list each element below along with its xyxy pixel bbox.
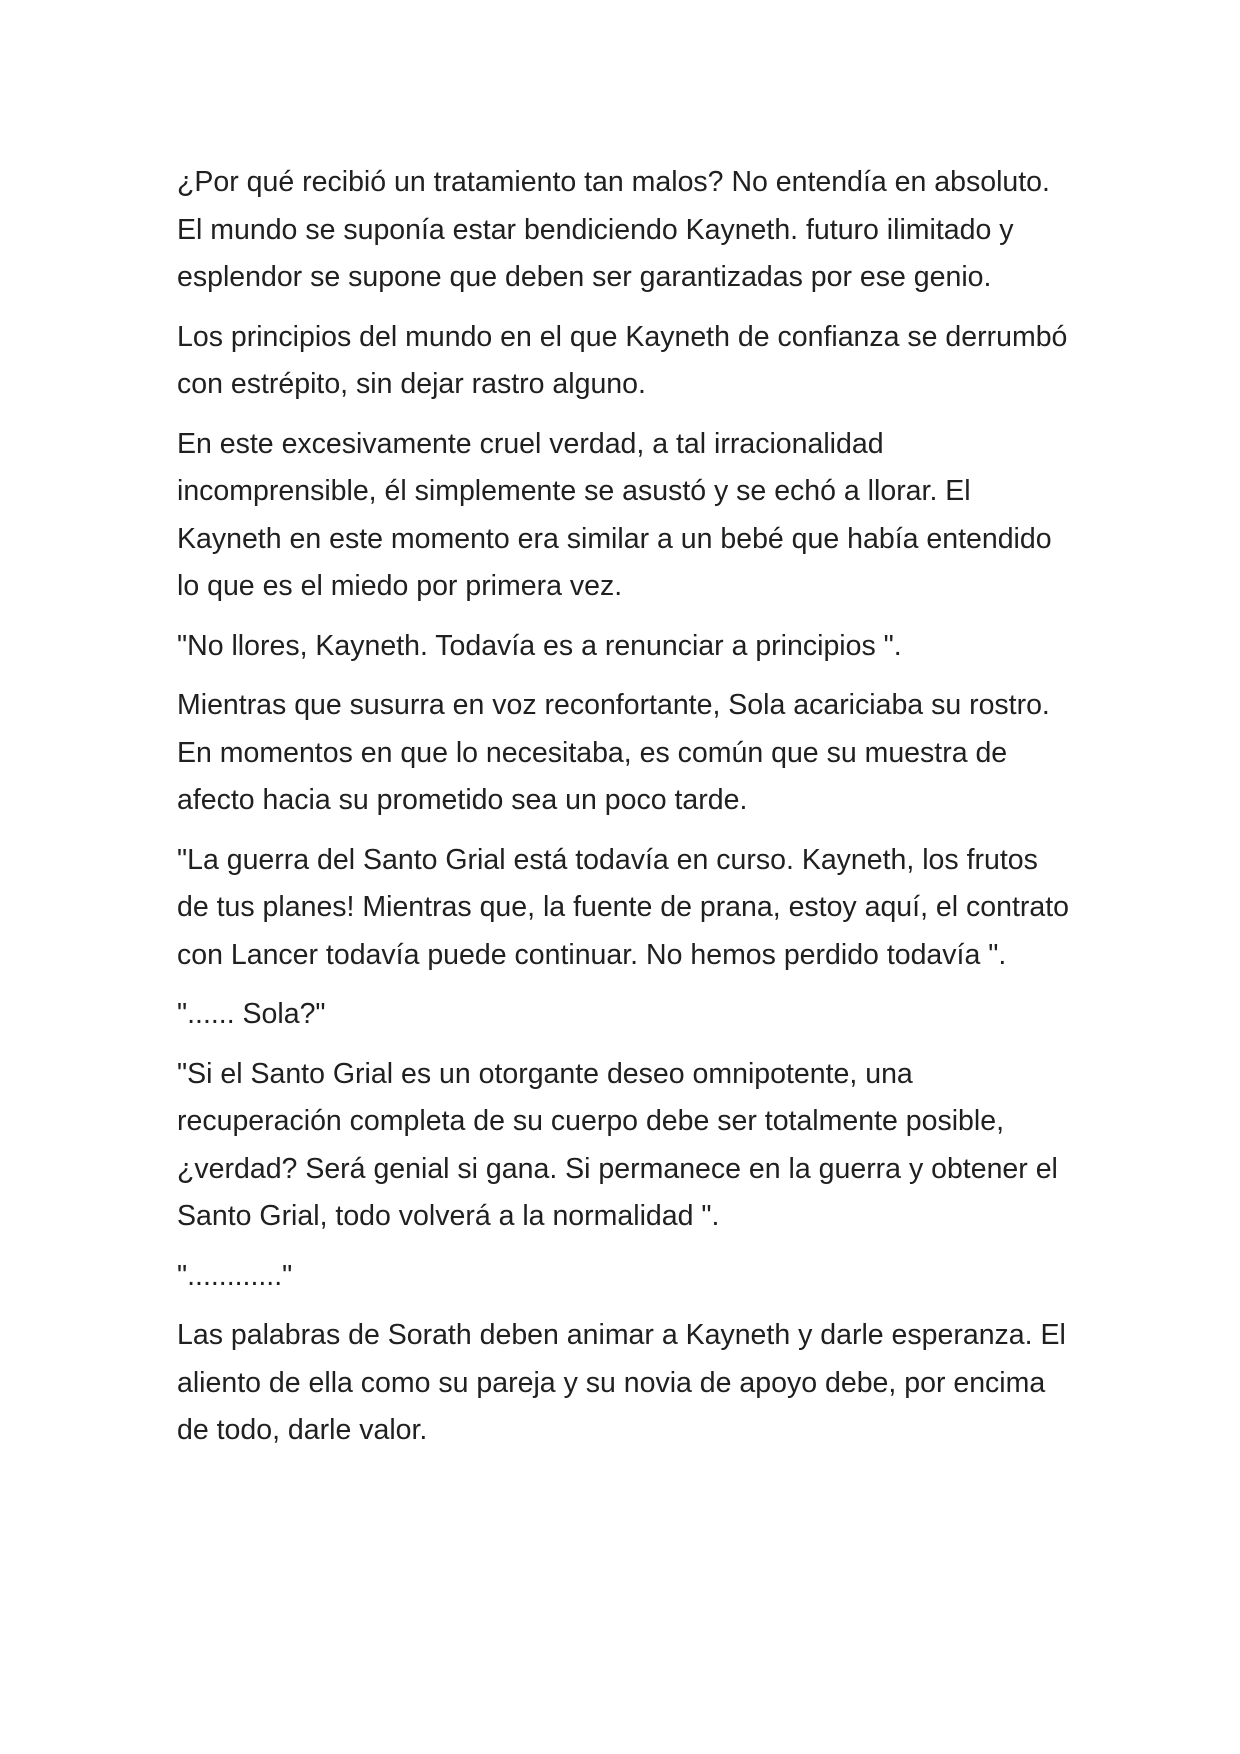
paragraph-8: "Si el Santo Grial es un otorgante deseo omnipotente, una recuperación completa de su cuerpo debe ser totalmente posible, ¿verdad? Será genial si gana. Si permanece en la guerra y obtener el Santo Grial, todo volverá a la normalidad ". [177,1057,1058,1232]
paragraph-6: "La guerra del Santo Grial está todavía en curso. Kayneth, los frutos de tus planes! Mientras que, la fuente de prana, estoy aquí, el contrato con Lancer todavía puede continuar. No hemos perdido todavía ". [177,843,1069,971]
paragraph-2: Los principios del mundo en el que Kayneth de confianza se derrumbó con estrépito, sin dejar rastro alguno. [177,320,1068,400]
paragraph-10: Las palabras de Sorath deben animar a Kayneth y darle esperanza. El aliento de ella como su pareja y su novia de apoyo debe, por encima de todo, darle valor. [177,1319,1066,1446]
paragraph-1: ¿Por qué recibió un tratamiento tan malos? No entendía en absoluto. El mundo se suponía estar bendiciendo Kayneth. futuro ilimitado y esplendor se supone que deben ser garantizadas por ese genio. [177,166,1050,293]
paragraph-5: Mientras que susurra en voz reconfortante, Sola acariciaba su rostro. En momentos en que lo necesitaba, es común que su muestra de afecto hacia su prometido sea un poco tarde. [177,689,1050,816]
paragraph-9: "............" [177,1259,293,1292]
document-text [177,159,1077,1467]
paragraph-3: En este excesivamente cruel verdad, a tal irracionalidad incomprensible, él simplemente se asustó y se echó a llorar. El Kayneth en este momento era similar a un bebé que había entendido lo que es el miedo por primera vez. [177,427,1052,602]
paragraph-4: "No llores, Kayneth. Todavía es a renunciar a principios ". [177,629,902,662]
paragraph-7: "...... Sola?" [177,998,326,1030]
